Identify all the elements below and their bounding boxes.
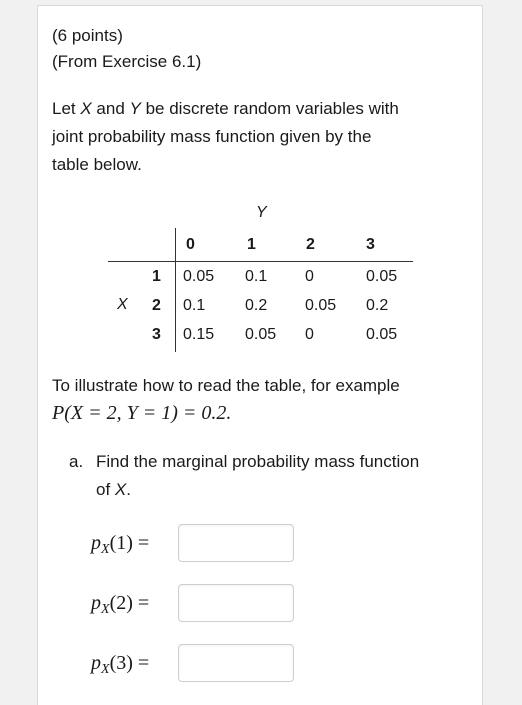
intro-line-2: joint probability mass function given by the bbox=[52, 127, 372, 146]
col-header: 1 bbox=[247, 236, 256, 253]
table-cell: 0.1 bbox=[245, 268, 268, 285]
row-label: 3 bbox=[152, 326, 161, 343]
col-var-label: Y bbox=[256, 204, 267, 221]
table-cell: 0.05 bbox=[305, 297, 337, 314]
intro-line-1 bbox=[52, 98, 399, 120]
part-a-marker: a. bbox=[69, 452, 84, 471]
table-cell: 0 bbox=[305, 326, 314, 343]
table-cell: 0 bbox=[305, 268, 314, 285]
table-cell: 0.05 bbox=[366, 268, 398, 285]
pmf-argument: (1) = bbox=[109, 532, 150, 554]
pmf-symbol: p bbox=[91, 532, 101, 554]
pmf-label-1 bbox=[91, 530, 149, 563]
pmf-answer-input-1[interactable] bbox=[178, 524, 294, 562]
part-a-text: . bbox=[126, 480, 131, 499]
var-y: Y bbox=[129, 99, 141, 118]
pmf-label-2 bbox=[91, 590, 149, 623]
pmf-subscript: X bbox=[101, 602, 110, 617]
table-cell: 0.15 bbox=[183, 326, 215, 343]
table-cell: 0.05 bbox=[245, 326, 277, 343]
pmf-subscript: X bbox=[101, 542, 110, 557]
row-label: 2 bbox=[152, 297, 161, 314]
intro-line-3: table below. bbox=[52, 155, 142, 174]
example-text: To illustrate how to read the table, for example bbox=[52, 376, 400, 395]
var-x: X bbox=[114, 480, 127, 499]
problem-card bbox=[37, 5, 483, 705]
row-var-label: X bbox=[117, 296, 128, 313]
intro-text: Let bbox=[52, 99, 81, 118]
pmf-argument: (3) = bbox=[109, 652, 150, 674]
example-formula: P(X = 2, Y = 1) = 0.2. bbox=[52, 402, 232, 424]
pmf-answer-input-2[interactable] bbox=[178, 584, 294, 622]
pmf-label-3 bbox=[91, 650, 149, 683]
row-label-rule bbox=[175, 228, 176, 352]
col-header: 3 bbox=[366, 236, 375, 253]
pmf-argument: (2) = bbox=[109, 592, 150, 614]
header-rule bbox=[108, 261, 413, 262]
var-x: X bbox=[80, 99, 92, 118]
col-header: 0 bbox=[186, 236, 195, 253]
table-cell: 0.1 bbox=[183, 297, 206, 314]
part-a-line-1: Find the marginal probability mass function bbox=[96, 452, 420, 471]
part-a-line-2 bbox=[96, 479, 131, 501]
source-label: (From Exercise 6.1) bbox=[52, 52, 202, 71]
col-header: 2 bbox=[306, 236, 315, 253]
pmf-subscript: X bbox=[101, 662, 110, 677]
row-label: 1 bbox=[152, 268, 161, 285]
points-label: (6 points) bbox=[52, 26, 123, 45]
table-cell: 0.2 bbox=[245, 297, 268, 314]
pmf-symbol: p bbox=[91, 652, 101, 674]
intro-text: be discrete random variables with bbox=[140, 99, 399, 118]
part-a-text: of bbox=[96, 480, 115, 499]
table-cell: 0.05 bbox=[366, 326, 398, 343]
table-cell: 0.2 bbox=[366, 297, 389, 314]
intro-text: and bbox=[91, 99, 130, 118]
table-cell: 0.05 bbox=[183, 268, 215, 285]
pmf-answer-input-3[interactable] bbox=[178, 644, 294, 682]
pmf-symbol: p bbox=[91, 592, 101, 614]
